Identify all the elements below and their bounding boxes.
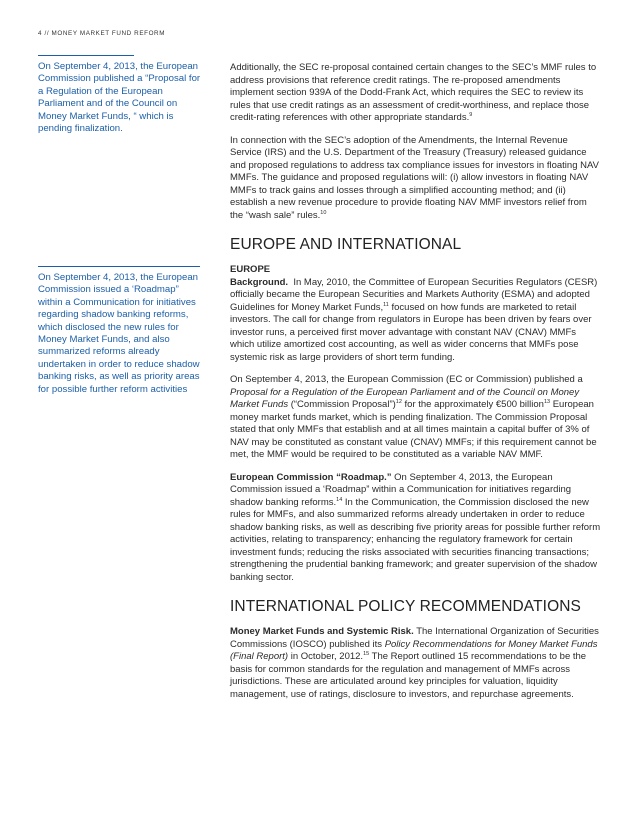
main-column — [230, 62, 602, 711]
paragraph-commission-proposal: On September 4, 2013, the European Commission (EC or Commission) published a Proposal for a Regulation of the European Parliament and of the Council on Money Market Funds (“Commission Proposal”)$^{12}$ for the approximately €500 billion$^{13}$ European money market funds market, which is pending finalization. The Commission Proposal stated that only MMFs that establish and at all times maintain a capital buffer of 3% of NAV may be constituted as constant value (CNAV) MMFs; if this requirement cannot be met, the MMF would be required to be constituted as a variable NAV MMF. — [230, 374, 597, 460]
paragraph-background: Background. In May, 2010, the Committee of European Securities Regulators (CESR) officially became the European Securities and Markets Authority (ESMA) and adopted Guidelines for Money Market Funds,$^{11}$ focused on how funds are marketed to retail investors. The call for change from regulators in Europe has been driven by fears over investor runs, a perceived first mover advantage with constant NAV (CNAV) MMFs which utilize amortized cost accounting, as well as wider concerns that MMFs pose systemic risk as large providers of short term funding. — [230, 276, 598, 363]
footnote-ref: 14 — [336, 496, 343, 503]
subhead-europe: EUROPE — [230, 264, 271, 275]
page-number: 4 — [38, 30, 43, 37]
paragraph-iosco: Money Market Funds and Systemic Risk. The International Organization of Securities Commissions (IOSCO) published its Policy Recommendations for Money Market Funds (Final Report) in October, 2012.15 The Report outlined 15 recommendations to be the basis for common standards for the regulation and management of MMFs across jurisdictions. These are articulated around key principles for valuation, liquidity management, use of ratings, disclosure to investors, and repurchase agreements. — [230, 626, 599, 700]
footnote-ref: 9 — [469, 112, 473, 118]
footnote-ref: 12 — [395, 399, 402, 405]
section-title-europe: EUROPE AND INTERNATIONAL — [230, 236, 462, 253]
footnote-ref: 10 — [320, 209, 327, 216]
lead-background: Background. — [230, 276, 289, 288]
section-title-international: INTERNATIONAL POLICY RECOMMENDATIONS — [230, 598, 581, 615]
callout-rule — [38, 55, 134, 56]
callout-text: On September 4, 2013, the European Commission published a “Proposal for a Regulation of the European Parliament and of the Council on Money Market Funds, “ which is pending finalization. — [38, 61, 201, 135]
header-title: MONEY MARKET FUND REFORM — [51, 30, 166, 37]
header-separator: // — [44, 30, 50, 37]
lead-systemic-risk: Money Market Funds and Systemic Risk. — [230, 626, 414, 637]
paragraph-irs-treasury: In connection with the SEC’s adoption of the Amendments, the Internal Revenue Service (IRS) and the U.S. Department of the Treasury (Treasury) released guidance and proposed regulations to address tax compliance issues for investors in floating NAV MMFs. The guidance and proposed regulations will: (i) allow investors in floating NAV MMFs to track gains and losses through a simplified accounting method; and (ii) establish a new revenue procedure to provide floating NAV MMF investors relief from the “wash sale” rules.$^{10}$ — [230, 134, 599, 221]
lead-roadmap: European Commission “Roadmap.” — [230, 471, 392, 483]
callout-rule — [38, 266, 200, 267]
paragraph-roadmap: European Commission “Roadmap.” On September 4, 2013, the European Commission issued a ‘Roadmap” within a Communication for initiatives regarding shadow banking reforms.$^{14}$ In the Communication, the Commission disclosed the new rules for MMFs, and also summarized reforms already undertaken in order to reduce shadow banking risks, as well as describing five priority areas for possible further reform activities, relating to transparency; enhancing the regulatory framework for certain investment funds; reducing the risks associated with securities financing transactions; strengthening the prudential banking framework; and greater supervision of the shadow banking sector. — [230, 471, 601, 583]
footnote-ref: 11 — [383, 301, 389, 308]
footnote-ref: 15 — [363, 651, 370, 657]
paragraph-credit-ratings: Additionally, the SEC re-proposal contained certain changes to the SEC’s MMF rules to address provisions that reference credit ratings. The re-proposed amendments implement section 939A of the Dodd-Frank Act, which requires the SEC to review its rules that use credit ratings as an assessment of credit-worthiness, and replace those credit-rating references with other appropriate standards.$^9$ — [230, 62, 597, 123]
footnote-ref: 13 — [543, 399, 551, 405]
running-header — [38, 30, 165, 37]
sidebar-callout-roadmap — [38, 266, 204, 396]
sidebar-callout-proposal — [38, 55, 204, 135]
callout-text: On September 4, 2013, the European Commission issued a ‘Roadmap” within a Communication for initiatives regarding shadow banking reforms, which disclosed the new rules for Money Market Funds, and also summarized reforms already undertaken in order to reduce shadow banking risks, as well as priority areas for possible further reform activities — [38, 272, 200, 395]
